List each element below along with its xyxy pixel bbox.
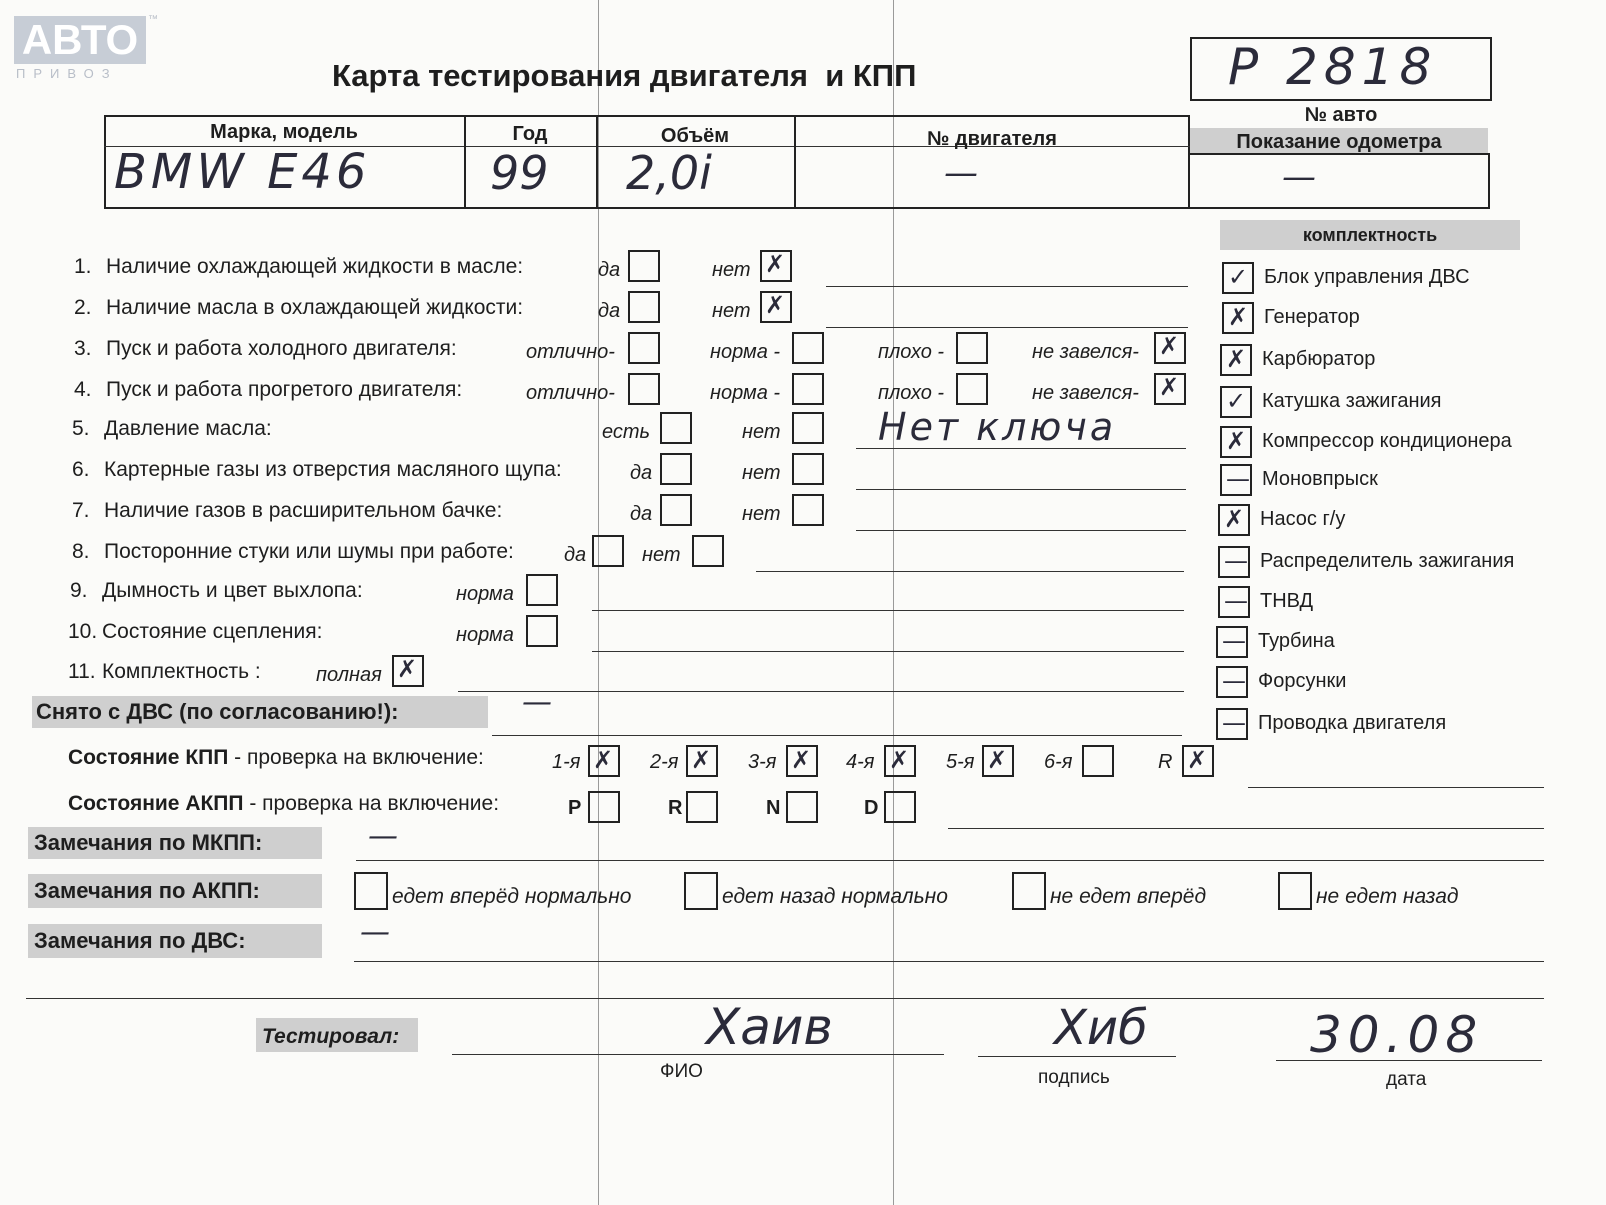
question-number: 10. bbox=[68, 620, 98, 643]
akpp-remark-label: не едет назад bbox=[1316, 885, 1459, 908]
logo-tm: ™ bbox=[148, 14, 158, 25]
removed-label: Снято с ДВС (по согласованию!): bbox=[36, 699, 399, 724]
option-label: отлично- bbox=[526, 382, 615, 404]
option-checkbox[interactable] bbox=[592, 535, 624, 567]
remarks-mkpp-label: Замечания по МКПП: bbox=[34, 830, 263, 855]
option-label: полная bbox=[316, 664, 382, 686]
option-checkbox[interactable] bbox=[692, 535, 724, 567]
answer-line bbox=[856, 489, 1186, 490]
akpp-gear-checkbox[interactable] bbox=[588, 791, 620, 823]
remarks-akpp-label: Замечания по АКПП: bbox=[34, 878, 260, 903]
gear-mark: ✗ bbox=[691, 746, 712, 774]
akpp-line bbox=[948, 828, 1544, 829]
akpp-remark-checkbox[interactable] bbox=[354, 872, 388, 910]
removed-value: — bbox=[522, 685, 552, 720]
gear-checkbox[interactable] bbox=[1082, 745, 1114, 777]
tester-name: Хаив bbox=[706, 998, 833, 1056]
gear-label: 6-я bbox=[1044, 751, 1073, 773]
option-label: нет bbox=[742, 503, 781, 525]
question-number: 3. bbox=[74, 337, 92, 360]
mkpp-label-bold: Состояние КПП bbox=[68, 746, 229, 769]
akpp-label-bold: Состояние АКПП bbox=[68, 792, 244, 815]
option-label: норма bbox=[456, 583, 514, 605]
question-number: 2. bbox=[74, 296, 92, 319]
car-number-label: № авто bbox=[1304, 104, 1378, 126]
answer-line bbox=[592, 651, 1184, 652]
odometer-cell bbox=[1188, 153, 1490, 209]
answer-line bbox=[458, 691, 1184, 692]
kit-mark: — bbox=[1222, 667, 1246, 695]
option-label: отлично- bbox=[526, 341, 615, 363]
date-caption: дата bbox=[1386, 1069, 1427, 1090]
question-number: 4. bbox=[74, 378, 92, 401]
kit-item-label: Насос г/у bbox=[1260, 508, 1346, 530]
option-label: норма bbox=[456, 624, 514, 646]
gear-label: 5-я bbox=[946, 751, 975, 773]
akpp-gear-label: P bbox=[568, 797, 582, 819]
option-label: да bbox=[598, 300, 621, 322]
option-label: нет bbox=[712, 300, 751, 322]
check-mark: ✗ bbox=[1159, 373, 1180, 401]
akpp-label-rest: - проверка на включение: bbox=[243, 792, 500, 815]
option-label: да bbox=[564, 544, 587, 566]
kit-item-label: Распределитель зажигания bbox=[1260, 550, 1515, 572]
check-mark: ✗ bbox=[1159, 332, 1180, 360]
option-label: плохо - bbox=[878, 341, 945, 363]
question-number: 6. bbox=[72, 458, 90, 481]
akpp-remark-checkbox[interactable] bbox=[1012, 872, 1046, 910]
akpp-gear-label: N bbox=[766, 797, 781, 819]
name-caption: ФИО bbox=[660, 1061, 703, 1082]
gear-label: 2-я bbox=[650, 751, 679, 773]
signature-line bbox=[978, 1056, 1176, 1057]
question-2-text: Наличие масла в охлаждающей жидкости: bbox=[106, 296, 524, 319]
option-label: да bbox=[630, 503, 653, 525]
gear-label: 1-я bbox=[552, 751, 581, 773]
kit-mark: — bbox=[1222, 709, 1246, 737]
akpp-gear-checkbox[interactable] bbox=[686, 791, 718, 823]
option-checkbox[interactable] bbox=[956, 373, 988, 405]
kit-item-label: Форсунки bbox=[1258, 670, 1347, 692]
option-checkbox[interactable] bbox=[956, 332, 988, 364]
odometer-value: — bbox=[1282, 157, 1316, 197]
question-3-text: Пуск и работа холодного двигателя: bbox=[106, 337, 457, 360]
gear-mark: ✗ bbox=[791, 746, 812, 774]
akpp-remark-label: едет назад нормально bbox=[722, 885, 948, 908]
gear-label: R bbox=[1158, 751, 1173, 773]
question-1-text: Наличие охлаждающей жидкости в масле: bbox=[106, 255, 524, 278]
option-label: нет bbox=[742, 421, 781, 443]
odometer-label: Показание одометра bbox=[1236, 131, 1442, 153]
kit-item-label: Генератор bbox=[1264, 306, 1360, 328]
question-10-text: Состояние сцепления: bbox=[102, 620, 323, 643]
handwritten-note: Нет ключа bbox=[878, 405, 1117, 449]
remarks-dvs-label: Замечания по ДВС: bbox=[34, 928, 246, 953]
year-value: 99 bbox=[490, 146, 549, 200]
kit-item-label: Катушка зажигания bbox=[1262, 390, 1442, 412]
answer-line bbox=[826, 286, 1188, 287]
engine-number-value: — bbox=[944, 153, 978, 193]
remarks-mkpp-value: — bbox=[368, 819, 398, 854]
kit-item-label: Блок управления ДВС bbox=[1264, 266, 1470, 288]
mkpp-label-rest: - проверка на включение: bbox=[228, 746, 484, 769]
answer-line bbox=[592, 610, 1184, 611]
volume-value: 2,0i bbox=[626, 146, 712, 200]
question-number: 7. bbox=[72, 499, 90, 522]
option-label: да bbox=[598, 259, 621, 281]
question-number: 5. bbox=[72, 417, 90, 440]
header-year: Год bbox=[512, 123, 548, 145]
question-5-text: Давление масла: bbox=[104, 417, 272, 440]
mkpp-line bbox=[1248, 787, 1544, 788]
kit-item-label: Турбина bbox=[1258, 630, 1335, 652]
option-checkbox[interactable] bbox=[628, 291, 660, 323]
kit-mark: — bbox=[1222, 627, 1246, 655]
question-9-text: Дымность и цвет выхлопа: bbox=[102, 579, 363, 602]
option-label: норма - bbox=[710, 341, 781, 363]
kit-item-label: Проводка двигателя bbox=[1258, 712, 1447, 734]
kit-mark: ✗ bbox=[1226, 345, 1247, 373]
test-date: 30.08 bbox=[1310, 1006, 1484, 1064]
option-checkbox[interactable] bbox=[526, 574, 558, 606]
akpp-gear-checkbox[interactable] bbox=[786, 791, 818, 823]
option-checkbox[interactable] bbox=[660, 412, 692, 444]
answer-line bbox=[756, 571, 1184, 572]
check-mark: ✗ bbox=[765, 291, 786, 319]
kit-item-label: Карбюратор bbox=[1262, 348, 1376, 370]
question-number: 8. bbox=[72, 540, 90, 563]
gear-mark: ✗ bbox=[889, 746, 910, 774]
akpp-gear-label: D bbox=[864, 797, 879, 819]
tested-label: Тестировал: bbox=[262, 1025, 400, 1048]
car-number-value: P 2818 bbox=[1228, 38, 1438, 96]
mkpp-label bbox=[68, 747, 484, 768]
option-label: нет bbox=[642, 544, 681, 566]
option-checkbox[interactable] bbox=[792, 412, 824, 444]
option-checkbox[interactable] bbox=[792, 494, 824, 526]
kit-title: комплектность bbox=[1302, 225, 1438, 245]
option-label: есть bbox=[602, 421, 651, 443]
option-label: не завелся- bbox=[1032, 341, 1139, 363]
question-number: 1. bbox=[74, 255, 92, 278]
remarks-dvs-line bbox=[354, 961, 1544, 962]
kit-mark: — bbox=[1224, 587, 1248, 615]
kit-mark: ✗ bbox=[1226, 427, 1247, 455]
akpp-gear-label: R bbox=[668, 797, 683, 819]
date-line bbox=[1276, 1060, 1542, 1061]
gear-mark: ✗ bbox=[987, 746, 1008, 774]
akpp-remark-checkbox[interactable] bbox=[684, 872, 718, 910]
question-8-text: Посторонние стуки или шумы при работе: bbox=[104, 540, 514, 563]
make-model-value: BMW E46 bbox=[114, 144, 371, 200]
gear-label: 3-я bbox=[748, 751, 777, 773]
option-checkbox[interactable] bbox=[792, 332, 824, 364]
question-number: 9. bbox=[70, 579, 88, 602]
akpp-remark-checkbox[interactable] bbox=[1278, 872, 1312, 910]
remarks-dvs-value: — bbox=[360, 915, 390, 950]
header-engine-number: № двигателя bbox=[927, 128, 1057, 150]
option-label: плохо - bbox=[878, 382, 945, 404]
option-label: нет bbox=[712, 259, 751, 281]
name-line bbox=[452, 1054, 944, 1055]
answer-line bbox=[856, 530, 1186, 531]
akpp-remark-label: не едет вперёд bbox=[1050, 885, 1207, 908]
logo: АВТО bbox=[14, 16, 146, 64]
gear-mark: ✗ bbox=[593, 746, 614, 774]
akpp-gear-checkbox[interactable] bbox=[884, 791, 916, 823]
check-mark: ✗ bbox=[397, 655, 418, 683]
answer-line bbox=[826, 327, 1188, 328]
option-checkbox[interactable] bbox=[628, 373, 660, 405]
question-6-text: Картерные газы из отверстия масляного щупа: bbox=[104, 458, 562, 481]
kit-mark: — bbox=[1224, 547, 1248, 575]
signature: Хиб bbox=[1054, 1000, 1148, 1056]
kit-item-label: ТНВД bbox=[1260, 590, 1314, 612]
option-checkbox[interactable] bbox=[660, 453, 692, 485]
akpp-remark-label: едет вперёд нормально bbox=[392, 885, 632, 908]
question-number: 11. bbox=[68, 660, 96, 683]
question-11-text: Комплектность : bbox=[102, 660, 261, 683]
remarks-mkpp-line bbox=[356, 860, 1544, 861]
kit-item-label: Компрессор кондиционера bbox=[1262, 430, 1512, 452]
kit-mark: ✓ bbox=[1228, 263, 1249, 291]
question-4-text: Пуск и работа прогретого двигателя: bbox=[106, 378, 463, 401]
gear-mark: ✗ bbox=[1187, 746, 1208, 774]
option-checkbox[interactable] bbox=[660, 494, 692, 526]
option-label: норма - bbox=[710, 382, 781, 404]
page-title: Карта тестирования двигателя и КПП bbox=[332, 58, 917, 93]
option-checkbox[interactable] bbox=[628, 332, 660, 364]
kit-mark: ✗ bbox=[1228, 303, 1249, 331]
option-checkbox[interactable] bbox=[792, 453, 824, 485]
option-label: да bbox=[630, 462, 653, 484]
question-7-text: Наличие газов в расширительном бачке: bbox=[104, 499, 503, 522]
kit-mark: ✓ bbox=[1226, 387, 1247, 415]
header-make-model: Марка, модель bbox=[210, 121, 358, 143]
option-checkbox[interactable] bbox=[628, 250, 660, 282]
check-mark: ✗ bbox=[765, 250, 786, 278]
gear-label: 4-я bbox=[846, 751, 875, 773]
header-volume: Объём bbox=[660, 125, 730, 147]
kit-mark: ✗ bbox=[1224, 505, 1245, 533]
option-label: не завелся- bbox=[1032, 382, 1139, 404]
kit-mark: — bbox=[1226, 465, 1250, 493]
removed-line bbox=[492, 735, 1182, 736]
kit-item-label: Моновпрыск bbox=[1262, 468, 1378, 490]
option-checkbox[interactable] bbox=[792, 373, 824, 405]
logo-subtitle: ПРИВОЗ bbox=[16, 66, 118, 81]
signature-caption: подпись bbox=[1038, 1067, 1110, 1088]
akpp-label bbox=[68, 793, 499, 814]
option-label: нет bbox=[742, 462, 781, 484]
option-checkbox[interactable] bbox=[526, 615, 558, 647]
